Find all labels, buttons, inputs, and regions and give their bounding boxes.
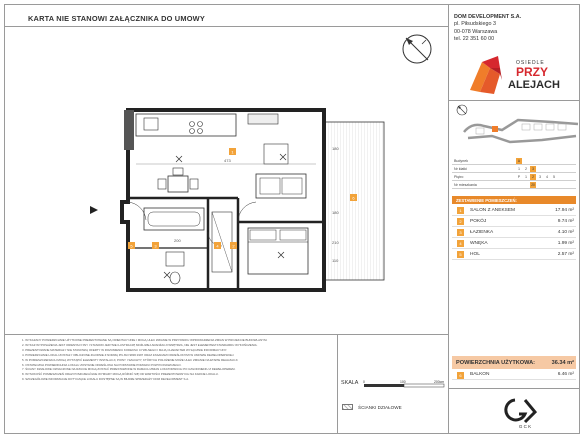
info-cell: 3 [530, 166, 536, 172]
rooms-list [452, 205, 576, 260]
room-number: 1 [457, 207, 464, 214]
info-cell: 1 [525, 175, 527, 179]
room-tag-3: 3 [154, 243, 157, 249]
panel-logo-divider [448, 100, 580, 101]
info-cell: A [517, 159, 521, 163]
info-label: Nr klatki [454, 167, 467, 171]
company-name: DOM DEVELOPMENT S.A. [454, 14, 522, 20]
room-area: 2.57 m² [557, 252, 574, 257]
note-line: 3. PREZENTOWANE MATERIAŁY NIE STANOWIĄ OFERTY W ROZUMIENIU KODEKSU CYWILNEGO I MAJĄ CHARAKTER WYŁĄCZNIE INFORMACYJNY. [22, 347, 227, 352]
info-row-apartment [452, 181, 576, 189]
wall-column [124, 110, 134, 150]
room-name: WNĘKA [470, 241, 488, 246]
north-arrow-icon [400, 32, 434, 66]
room-name: ŁAZIENKA [470, 230, 494, 235]
room-row [452, 216, 576, 227]
partition-wall-swatch [342, 404, 353, 410]
notes-divider [4, 334, 448, 335]
room-tag-2: 2 [232, 243, 235, 249]
floor-plan [88, 102, 388, 298]
room-row [452, 227, 576, 238]
notes-block [22, 338, 336, 382]
room-area: 9.74 m² [557, 219, 574, 224]
dimension-180: 180 [332, 146, 339, 151]
info-row-staircase [452, 165, 576, 173]
gck-logo [503, 396, 547, 430]
sofa [256, 174, 306, 198]
company-city: 00-078 Warszawa [454, 28, 498, 35]
note-line: 5. W POMIESZCZENIACH MOGĄ WYSTĄPIĆ ELEMENTY INSTALACJI, PIONY I SZACHTY, KTÓRYCH POŁOŻENIE MOŻE ULEC ZMIANIE NA ETAPIE REALIZACJI. [22, 357, 239, 362]
room-tag-5: 5 [130, 243, 133, 249]
logo-line-alejach: ALEJACH [508, 79, 560, 91]
przy-alejach-logo [468, 54, 576, 96]
logo-line-osiedle: OSIEDLE [516, 60, 545, 66]
note-line: 4. POWIERZCHNIE LOKALI ZOSTAŁY OBLICZONE ZGODNIE Z NORMĄ PN-ISO 9836:1997 ORAZ ZASADAMI OKREŚLONYMI W UMOWIE DEWELOPERSKIEJ. [22, 352, 235, 357]
info-cell: 2 [525, 167, 527, 171]
room-area: 4.10 m² [557, 230, 574, 235]
company-phone: tel. 22 351 60 00 [454, 36, 495, 43]
page-title: KARTA NIE STANOWI ZAŁĄCZNIKA DO UMOWY [28, 14, 205, 23]
note-line: 1. WYKAZANY POWIERZCHNIE UŻYTKOWE PREZENTOWANE SĄ ORIENTACYJNIE I MOGĄ ULEC ZMIANIE W PRZYPADKU WPROWADZENIA ZMIAN W PROJEKCIE BUDOWLANYM. [22, 338, 268, 342]
note-line: 7. ŚCIANY DZIAŁOWE OZNACZONE NA RZUCIE MOGĄ ZOSTAĆ PRZESTAWIONE W RAMACH ZMIAN LOKATORSKICH PO UZGODNIENIU Z DEWELOPEREM. [22, 367, 236, 372]
room-number: 5 [457, 251, 464, 258]
site-plan-thumbnail [462, 112, 580, 150]
info-row-building [452, 157, 576, 165]
dimension-110: 110 [332, 258, 339, 263]
logo-line-przy: PRZY [516, 65, 549, 79]
scale-tick-200: 200cm [434, 380, 445, 384]
usable-area-total [452, 356, 576, 369]
panel-divider [448, 4, 449, 434]
room-row [452, 249, 576, 260]
dimension-210: 210 [332, 240, 339, 245]
bathtub [144, 208, 204, 230]
dimension-473: 473 [224, 158, 231, 163]
apartment-info-table [452, 157, 576, 189]
dining-table [168, 176, 188, 192]
info-label: Budynek [454, 159, 468, 163]
room-name: SALON Z ANEKSEM [470, 208, 516, 213]
header-divider [4, 26, 448, 27]
room-name: HOL [470, 252, 480, 257]
total-label: POWIERZCHNIA UŻYTKOWA: [456, 360, 536, 366]
room-number: 4 [457, 240, 464, 247]
room-area: 17.94 m² [555, 208, 574, 213]
note-line: 9. SZCZEGÓŁOWE INFORMACJE DOTYCZĄCE LOKALU DOSTĘPNE SĄ W BIURZE SPRZEDAŻY DOM DEVELOPMENT S.A. [22, 377, 189, 382]
room-tag-6: 6 [352, 195, 355, 201]
balcony-area: 6.46 m² [557, 372, 574, 377]
kitchen-counter [136, 114, 236, 136]
company-info [454, 14, 521, 44]
info-cell: P [517, 175, 521, 179]
company-street: pl. Piłsudskiego 3 [454, 21, 496, 28]
note-line: 8. WYSOKOŚĆ POMIESZCZEŃ ORAZ POSZCZEGÓLNE WYMIARY MOGĄ RÓŻNIĆ SIĘ OD WARTOŚCI PREZENTOWANYCH NA KARCIE LOKALU. [22, 372, 219, 377]
room-row [452, 205, 576, 216]
room-tag-4: 4 [216, 243, 219, 249]
room-area: 1.99 m² [557, 241, 574, 246]
info-cell: 20 [531, 183, 535, 187]
dimension-200: 200 [174, 238, 181, 243]
info-cell: 4 [546, 175, 548, 179]
panel-bottom-divider [448, 388, 580, 389]
rooms-header: ZESTAWIENIE POMIESZCZEŃ: [452, 196, 576, 204]
info-cell: 5 [553, 175, 555, 179]
room-row [452, 238, 576, 249]
gck-logo-text: G C K [518, 424, 532, 429]
note-line: 2. WYKAZ WYPOSAŻENIA JEST ORIENTACYJNY I STANOWI JEDYNIE ILUSTRACJĘ MOŻLIWEJ ARANŻACJI WNĘTRZA, NIE JEST ELEMENTEM STANDARDU WYKOŃCZENIA. [22, 342, 258, 347]
balcony-row [452, 370, 576, 380]
scale-tick-100: 100 [400, 380, 406, 384]
note-line: 6. OSTATECZNA POWIERZCHNIA LOKALU ZOSTANIE OKREŚLONA NA PODSTAWIE POMIARU POWYKONAWCZEGO. [22, 362, 182, 367]
info-label: Nr mieszkania [454, 183, 477, 187]
info-cell: 2 [530, 174, 536, 180]
balcony-number: 6 [457, 372, 464, 379]
scale-tick-0: 0 [363, 380, 365, 384]
room-tag-1: 1 [231, 149, 234, 155]
total-value: 36.34 m² [551, 360, 574, 366]
bed [248, 228, 308, 274]
info-label: Piętro [454, 175, 464, 179]
scale-label: SKALA [341, 380, 359, 386]
dimension-180b: 180 [332, 210, 339, 215]
room-number: 3 [457, 229, 464, 236]
room-name: POKÓJ [470, 219, 487, 224]
legend-label: ŚCIANKI DZIAŁOWE [358, 405, 402, 410]
notes-vertical-divider [337, 334, 338, 434]
info-cell: 3 [539, 175, 541, 179]
info-row-floor [452, 173, 576, 181]
balcony-name: BALKON [470, 372, 490, 377]
info-cell: 1 [518, 167, 520, 171]
scale-bar [362, 379, 448, 389]
room-number: 2 [457, 218, 464, 225]
